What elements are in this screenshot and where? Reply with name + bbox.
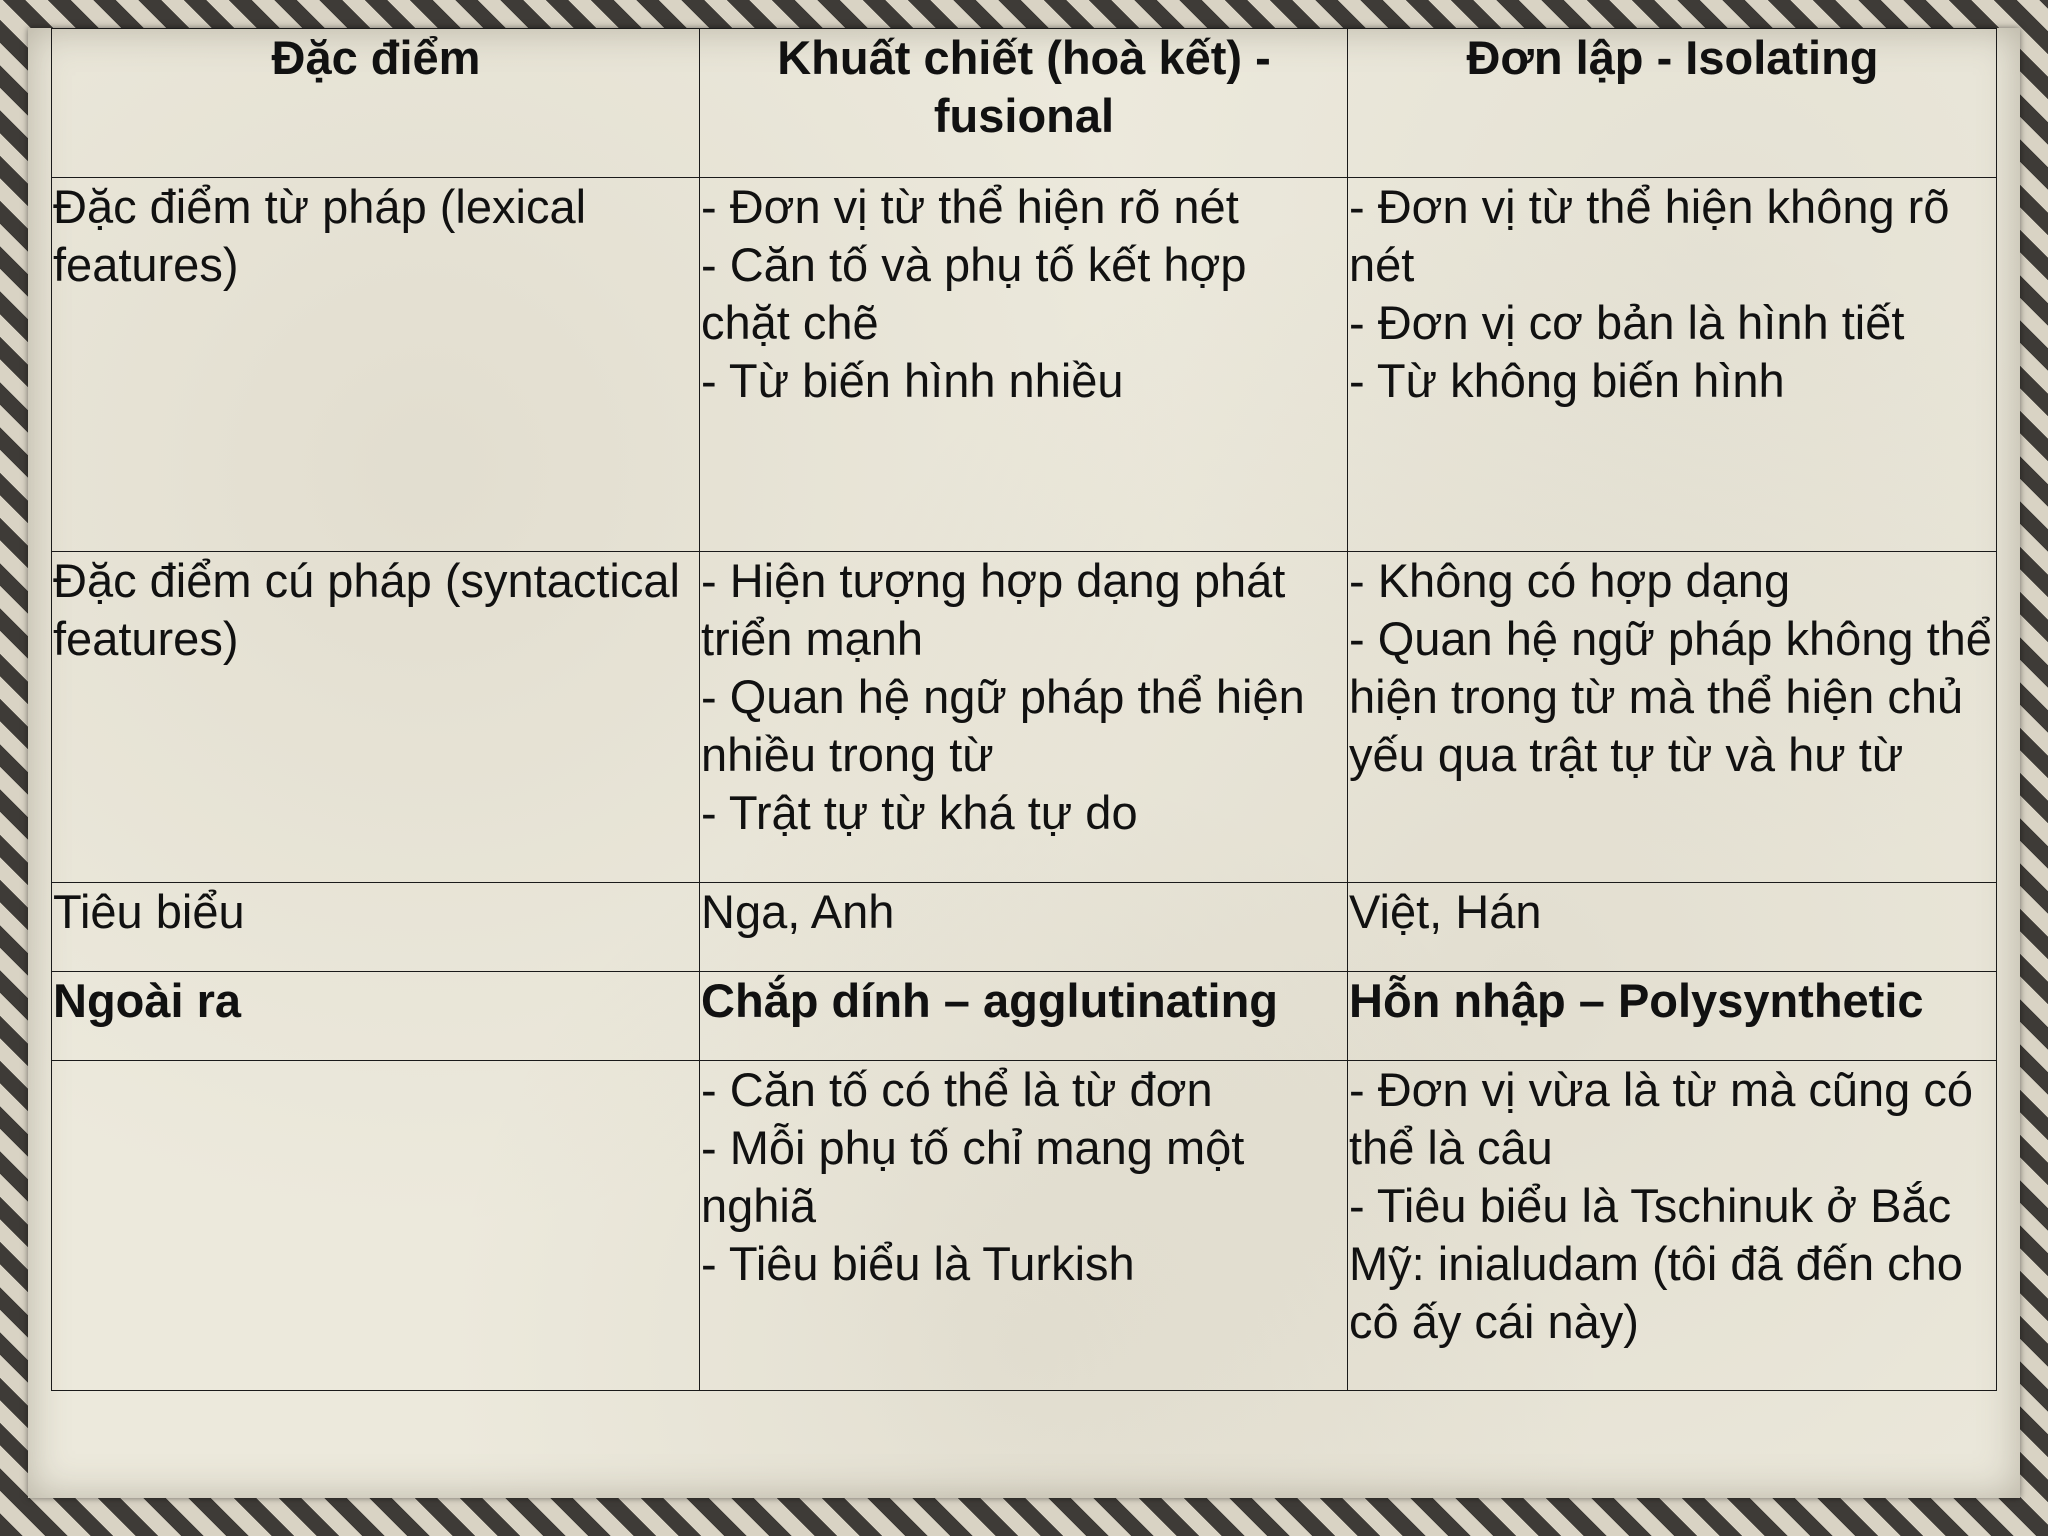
- agglutinating-header-cell: [700, 972, 1348, 1061]
- cell-line: - Căn tố có thể là từ đơn: [701, 1063, 1213, 1116]
- row-label-cell: [52, 972, 700, 1061]
- header-cell-features: Đặc điểm: [52, 29, 700, 178]
- empty-label-cell: [52, 1061, 700, 1391]
- table-row-lexical: [52, 178, 1997, 552]
- table-row-other-details: [52, 1061, 1997, 1391]
- cell-line: - Quan hệ ngữ pháp thể hiện nhiều trong từ: [701, 670, 1305, 781]
- cell-line: Ngoài ra: [53, 974, 242, 1027]
- cell-line: Nga, Anh: [701, 885, 895, 938]
- cell-line: - Mỗi phụ tố chỉ mang một nghiã: [701, 1121, 1245, 1232]
- cell-line: - Trật tự từ khá tự do: [701, 786, 1138, 839]
- isolating-cell: [1348, 178, 1997, 552]
- cell-line: - Đơn vị từ thể hiện rõ nét: [701, 180, 1239, 233]
- agglutinating-cell: [700, 1061, 1348, 1391]
- cell-line: - Quan hệ ngữ pháp không thể hiện trong từ mà thể hiện chủ yếu qua trật tự từ và hư từ: [1349, 612, 1992, 781]
- cell-line: - Từ biến hình nhiều: [701, 354, 1124, 407]
- fusional-cell: [700, 552, 1348, 883]
- cell-line: Việt, Hán: [1349, 885, 1542, 938]
- comparison-table: [51, 28, 1997, 1391]
- polysynthetic-cell: [1348, 1061, 1997, 1391]
- cell-line: - Tiêu biểu là Turkish: [701, 1237, 1135, 1290]
- cell-line: - Hiện tượng hợp dạng phát triển mạnh: [701, 554, 1286, 665]
- cell-line: Hỗn nhập – Polysynthetic: [1349, 974, 1924, 1027]
- cell-line: - Tiêu biểu là Tschinuk ở Bắc Mỹ: inialudam (tôi đã đến cho cô ấy cái này): [1349, 1179, 1963, 1348]
- cell-line: Chắp dính – agglutinating: [701, 974, 1279, 1027]
- cell-line: - Đơn vị vừa là từ mà cũng có thể là câu: [1349, 1063, 1974, 1174]
- cell-line: - Từ không biến hình: [1349, 354, 1785, 407]
- row-label-cell: [52, 178, 700, 552]
- isolating-cell: [1348, 883, 1997, 972]
- table-row-examples: [52, 883, 1997, 972]
- row-label-cell: [52, 552, 700, 883]
- cell-line: - Đơn vị cơ bản là hình tiết: [1349, 296, 1905, 349]
- cell-line: - Đơn vị từ thể hiện không rõ nét: [1349, 180, 1950, 291]
- polysynthetic-header-cell: [1348, 972, 1997, 1061]
- table-header-row: [52, 29, 1997, 178]
- fusional-cell: [700, 883, 1348, 972]
- table-row-other-types: [52, 972, 1997, 1061]
- fusional-cell: [700, 178, 1348, 552]
- cell-line: - Căn tố và phụ tố kết hợp chặt chẽ: [701, 238, 1247, 349]
- row-label-cell: [52, 883, 700, 972]
- cell-line: Tiêu biểu: [53, 885, 245, 938]
- cell-line: Đặc điểm cú pháp (syntactical features): [53, 554, 680, 665]
- header-cell-fusional: Khuất chiết (hoà kết) - fusional: [700, 29, 1348, 178]
- table-row-syntactical: [52, 552, 1997, 883]
- isolating-cell: [1348, 552, 1997, 883]
- cell-line: - Không có hợp dạng: [1349, 554, 1791, 607]
- cell-line: Đặc điểm từ pháp (lexical features): [53, 180, 587, 291]
- header-cell-isolating: Đơn lập - Isolating: [1348, 29, 1997, 178]
